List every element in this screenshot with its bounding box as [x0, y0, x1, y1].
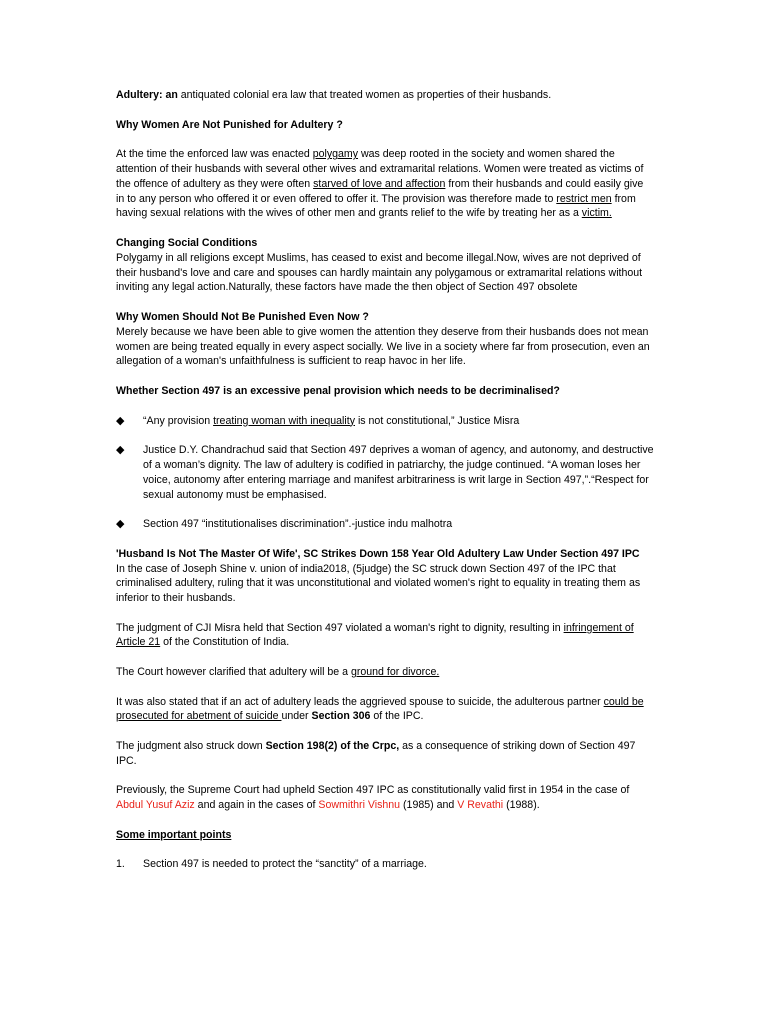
- heading-should-text: Why Women Should Not Be Punished Even Now ?: [116, 310, 369, 323]
- p1-text-c: from their husbands and could easily give in to any person who offered it or even offered to offer it. The provision was therefore made to: [116, 177, 644, 205]
- bullet1-text-b: is not constitutional,” Justice Misra: [355, 414, 520, 427]
- diamond-bullet-icon: ◆: [116, 518, 125, 531]
- bullet-item-chandrachud: [116, 443, 654, 502]
- paragraph-cji-misra: [116, 621, 654, 651]
- heading-why-not-punished: [116, 118, 654, 133]
- p5-text-b: of the Constitution of India.: [160, 636, 290, 649]
- bullet1-underline: treating woman with inequality: [213, 414, 355, 427]
- item-text: Section 497 is needed to protect the “sanctity” of a marriage.: [143, 858, 427, 871]
- p9-text-c: (1985) and: [400, 799, 458, 812]
- document-body: [116, 88, 654, 872]
- paragraph-joseph-shine: In the case of Joseph Shine v. union of india2018, (5judge) the SC struck down Section 497 of the IPC that criminalised adultery, ruling that it was unconstitutional and violated women's right to equality in treating them as inferior to their husbands.: [116, 562, 641, 605]
- bullet1-text-a: “Any provision: [143, 414, 214, 427]
- p1-text-d: from having sexual relations with the wives of other men and grants relief to the wife by treating her as a: [116, 192, 636, 220]
- paragraph-divorce: [116, 665, 654, 680]
- heading-points-text: Some important points: [116, 828, 232, 841]
- heading-whether-text: Whether Section 497 is an excessive penal provision which needs to be decriminalised?: [116, 384, 560, 397]
- intro-line: [116, 88, 654, 103]
- case-name-v-revathi: V Revathi: [457, 799, 504, 812]
- p5-underline-article21: infringement of Article 21: [116, 621, 634, 649]
- heading-should-not: [116, 310, 654, 325]
- p9-text-a: Previously, the Supreme Court had upheld Section 497 IPC as constitutionally valid first in 1954 in the case of: [116, 784, 630, 797]
- bullet-item-malhotra: [116, 517, 654, 532]
- heading-changing-text: Changing Social Conditions: [116, 236, 258, 249]
- p1-underline-victim: victim.: [581, 207, 612, 220]
- diamond-bullet-icon: ◆: [116, 414, 125, 427]
- bullet-item-misra: [116, 414, 654, 429]
- p7-text-c: of the IPC.: [370, 710, 424, 723]
- heading-husband-master: [116, 547, 654, 562]
- item-number: 1.: [116, 858, 125, 871]
- p9-text-d: (1988).: [503, 799, 540, 812]
- heading-why-not-punished-text: Why Women Are Not Punished for Adultery ?: [116, 118, 343, 131]
- p7-text-b: under: [281, 710, 312, 723]
- p6-underline-divorce: ground for divorce.: [350, 666, 440, 679]
- bullet2-text: Justice D.Y. Chandrachud said that Section 497 deprives a woman of agency, and autonomy, and destructive of a woman’s dignity. The law of adultery is codified in patriarchy, the judge continued. “A woman loses her voice, autonomy after entering marriage and manifest arbitrariness is writ large in Section 497,”.“Respect for sexual autonomy must be emphasised.: [143, 444, 654, 501]
- numbered-item-1: [116, 857, 654, 872]
- p6-text-a: The Court however clarified that adultery will be a: [116, 666, 351, 679]
- p1-text-b: was deep rooted in the society and women shared the attention of their husbands with several other wives and extramarital relations. Women were treated as victims of the offence of adultery as they were often: [116, 148, 644, 190]
- bullet3-text: Section 497 “institutionalises discrimination”.-justice indu malhotra: [143, 518, 453, 531]
- p8-text-a: The judgment also struck down: [116, 740, 266, 753]
- p7-bold-section306: Section 306: [311, 710, 371, 723]
- p7-underline-abetment: could be prosecuted for abetment of suicide: [116, 695, 644, 723]
- case-name-sowmithri-vishnu: Sowmithri Vishnu: [318, 799, 401, 812]
- p9-text-b: and again in the cases of: [194, 799, 319, 812]
- heading-whether: [116, 384, 654, 399]
- paragraph-merely: Merely because we have been able to give women the attention they deserve from their husbands does not mean women are being treated equally in every aspect socially. We live in a society where far from prosecution, even an allegation of a woman's unfaithfulness is sufficient to reap havoc in her life.: [116, 325, 650, 368]
- diamond-bullet-icon: ◆: [116, 444, 125, 457]
- p8-bold-crpc: Section 198(2) of the Crpc,: [265, 740, 400, 753]
- heading-important-points: [116, 828, 654, 843]
- paragraph-crpc: [116, 739, 654, 769]
- p1-underline-polygamy: polygamy: [312, 148, 359, 161]
- paragraph-polygamy: Polygamy in all religions except Muslims, has ceased to exist and become illegal.Now, wives are not deprived of their husband's love and care and spouses can hardly maintain any polygamous or extramarital relations without inviting any legal action.Naturally, these factors have made the then object of Section 497 obsolete: [116, 251, 643, 294]
- p1-underline-restrict: restrict men: [556, 192, 612, 205]
- paragraph-previously: [116, 783, 654, 813]
- intro-bold: Adultery: an: [116, 89, 178, 101]
- heading-changing-conditions: [116, 236, 654, 251]
- p1-underline-starved: starved of love and affection: [313, 177, 446, 190]
- heading-husband-text: 'Husband Is Not The Master Of Wife', SC Strikes Down 158 Year Old Adultery Law Under Section 497 IPC: [116, 547, 640, 560]
- p5-text-a: The judgment of CJI Misra held that Section 497 violated a woman's right to dignity, resulting in: [116, 621, 564, 634]
- p1-text-a: At the time the enforced law was enacted: [116, 148, 313, 161]
- p8-text-b: as a consequence of striking down of Section 497 IPC.: [116, 740, 636, 767]
- p7-text-a: It was also stated that if an act of adultery leads the aggrieved spouse to suicide, the adulterous partner: [116, 695, 604, 708]
- intro-text: antiquated colonial era law that treated women as properties of their husbands.: [177, 89, 552, 101]
- case-name-abdul-yusuf-aziz: Abdul Yusuf Aziz: [116, 799, 195, 812]
- paragraph-abetment: [116, 695, 654, 725]
- paragraph-enforced-law: [116, 147, 654, 221]
